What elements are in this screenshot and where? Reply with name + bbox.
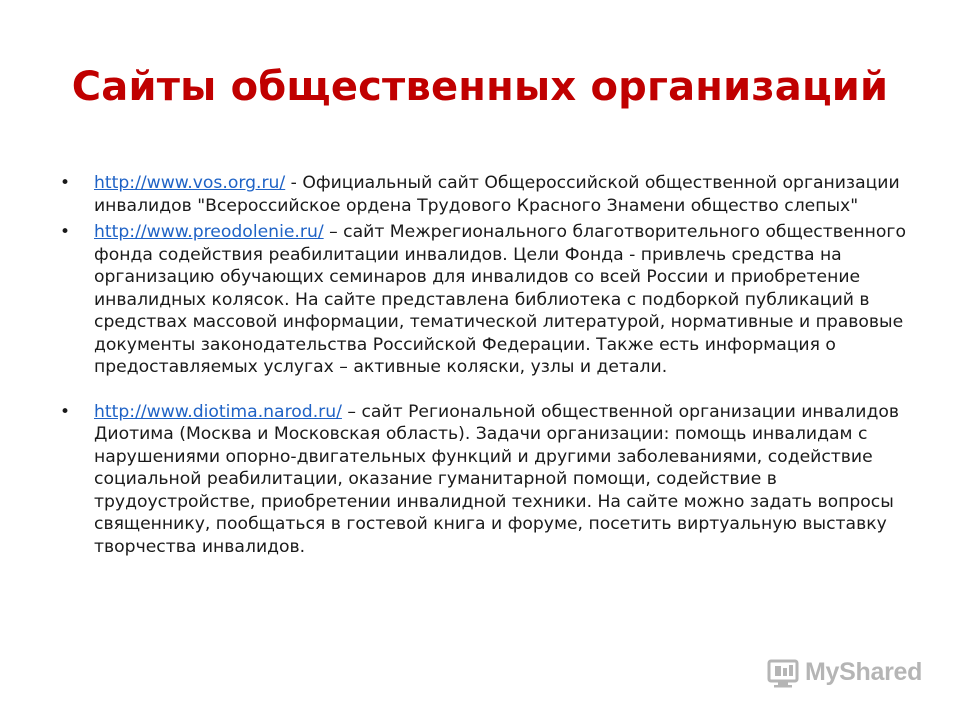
- preodolenie-link[interactable]: http://www.preodolenie.ru/: [94, 222, 324, 242]
- vos-link[interactable]: http://www.vos.org.ru/: [94, 173, 286, 193]
- slide-title: Сайты общественных организаций: [71, 63, 889, 110]
- bullet-icon: •: [60, 222, 71, 242]
- list-item-diotima: [60, 401, 910, 559]
- list-item-preodolenie: [60, 221, 910, 379]
- preodolenie-description: – сайт Межрегионального благотворительного общественного фонда содействия реабилитации инвалидов. Цели Фонда - привлечь средства на организацию обучающих семинаров для инвалидов со всей России и приобретение инвалидных колясок. На сайте представлена библиотека с подборкой публикаций в средствах массовой информации, тематической литературой, нормативные и правовые документы законодательства Российской Федерации. Также есть информация о предоставляемых услугах – активные коляски, узлы и детали.: [94, 222, 906, 377]
- list-item-vos: [60, 172, 910, 217]
- diotima-description: – сайт Региональной общественной организации инвалидов Диотима (Москва и Московская область). Задачи организации: помощь инвалидам с нарушениями опорно-двигательных функций и другими заболеваниями, содействие социальной реабилитации, оказание гуманитарной помощи, содействие в трудоустройстве, приобретении инвалидной техники. На сайте можно задать вопросы священнику, пообщаться в гостевой книга и форуме, посетить виртуальную выставку творчества инвалидов.: [94, 401, 899, 557]
- bullet-icon: •: [60, 173, 71, 193]
- watermark: [766, 655, 922, 689]
- mysharedlogo-icon: [766, 655, 800, 689]
- vos-description: - Официальный сайт Общероссийской общественной организации инвалидов "Всероссийское ордена Трудового Красного Знамени общество слепых": [94, 173, 900, 216]
- diotima-link[interactable]: http://www.diotima.narod.ru/: [94, 401, 342, 422]
- bullet-icon: •: [60, 401, 71, 422]
- organization-list: [60, 172, 910, 558]
- watermark-text: MyShared: [805, 657, 923, 686]
